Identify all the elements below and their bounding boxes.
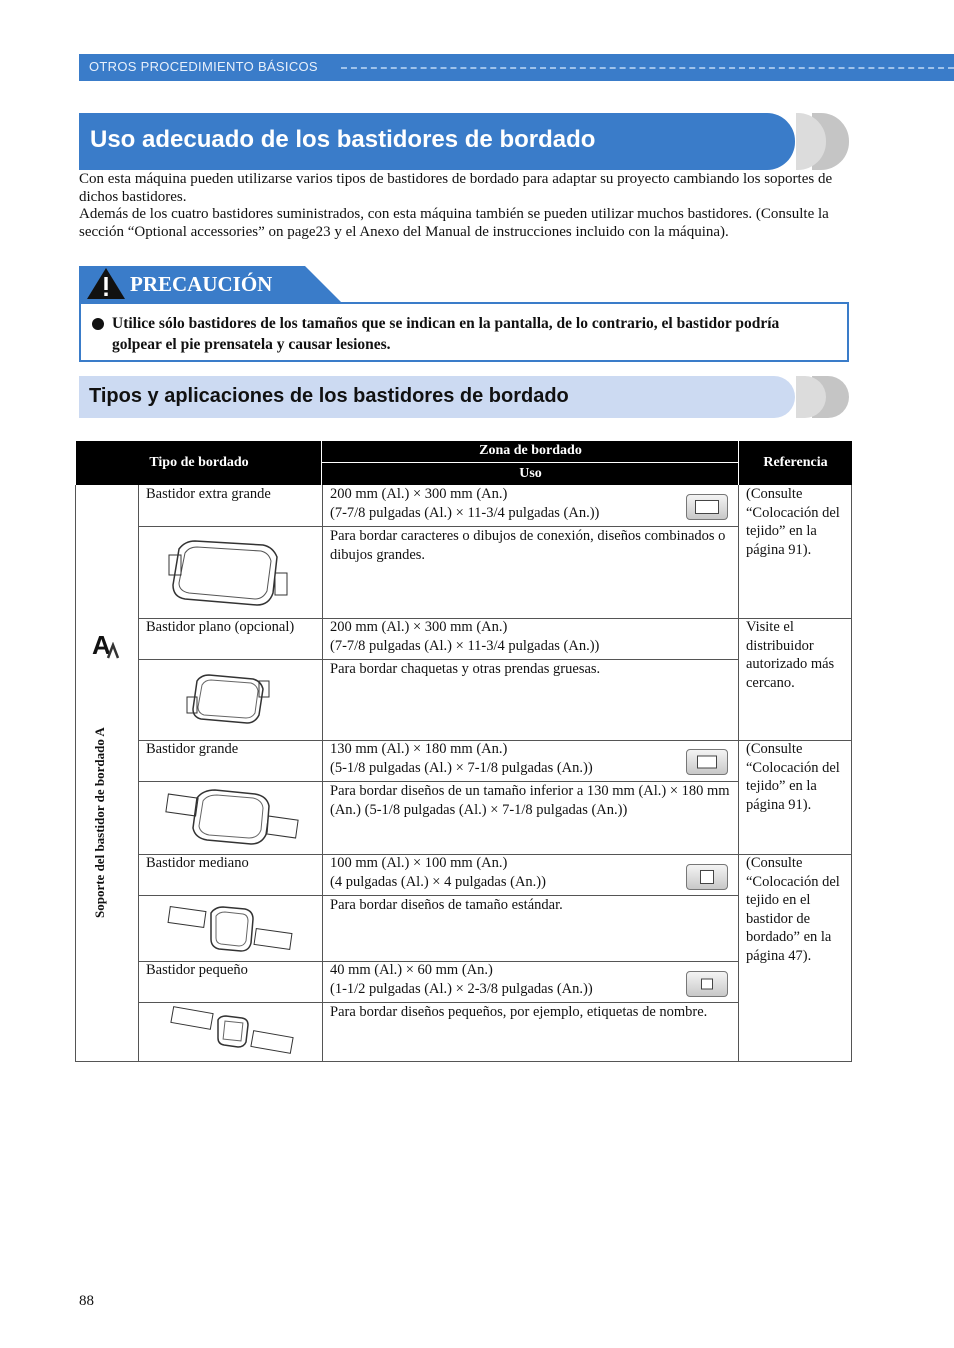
row3-size-in: (5-1/8 pulgadas (Al.) × 7-1/8 pulgadas (An.)) [330,759,593,776]
row1-size-in: (7-7/8 pulgadas (Al.) × 11-3/4 pulgadas (An.)) [330,504,600,521]
row3-size [323,740,683,777]
hoop-large-icon [686,749,728,775]
row3-size-mm: 130 mm (Al.) × 180 mm (An.) [330,741,508,757]
hoop-small-icon [686,971,728,997]
intro-paragraph-2: Además de los cuatro bastidores suministrados, con esta máquina también se pueden utilizar muchos bastidores. (Consulte la sección “Optional accessories” on page23 y el Anexo del Manual de instrucciones incluido con la máquina). [79,206,829,240]
section-header-band [79,54,954,81]
row5-size-in: (1-1/2 pulgadas (Al.) × 2-3/8 pulgadas (An.)) [330,980,593,997]
embroidery-a-icon [92,630,111,661]
row3-reference: (Consulte “Colocación del tejido” en la página 91). [746,741,840,813]
page-title: Uso adecuado de los bastidores de bordado [90,126,596,153]
row5-use: Para bordar diseños pequeños, por ejemplo, etiquetas de nombre. [330,1004,708,1020]
row5-name: Bastidor pequeño [146,962,248,978]
row1-size [323,485,683,522]
row4-size [323,854,683,891]
hoop-extra-large-image [165,533,295,613]
caution-label: PRECAUCIÓN [130,272,273,296]
row2-name: Bastidor plano (opcional) [146,619,295,635]
caution-text: Utilice sólo bastidores de los tamaños que se indican en la pantalla, de lo contrario, el bastidor podría golpear el pie prensatela y causar lesiones. [112,315,780,353]
row4-size-mm: 100 mm (Al.) × 100 mm (An.) [330,855,508,871]
header-divider [322,462,739,463]
foot-shape [106,642,120,660]
row5-size-mm: 40 mm (Al.) × 60 mm (An.) [330,962,493,978]
title-bar [79,113,795,170]
hoop-extra-large-icon [686,494,728,520]
row4-use: Para bordar diseños de tamaño estándar. [330,897,563,913]
caution-box [79,302,849,362]
row2-reference: Visite el distribuidor autorizado más cercano. [746,619,835,691]
intro-text [79,171,859,241]
section-subtitle: Tipos y aplicaciones de los bastidores de bordado [89,385,569,407]
row1-use: Para bordar caracteres o dibujos de conexión, diseños combinados o dibujos grandes. [330,528,726,563]
page-number: 88 [79,1293,94,1309]
row1-name: Bastidor extra grande [146,486,271,502]
row4-size-in: (4 pulgadas (Al.) × 4 pulgadas (An.)) [330,873,546,890]
row3-use: Para bordar diseños de un tamaño inferior a 130 mm (Al.) × 180 mm (An.) (5-1/8 pulgadas (Al.) × 7-1/8 pulgadas (An.)) [330,783,730,818]
row2-size-mm: 200 mm (Al.) × 300 mm (An.) [330,619,508,635]
header-divider-v2 [738,441,739,485]
row5-size [323,961,683,998]
bullet-icon [92,318,104,330]
header-use: Uso [322,463,739,485]
row4-reference: (Consulte “Colocación del tejido en el bastidor de bordado” en la página 47). [746,855,840,964]
table-border-bottom [75,1061,852,1062]
row2-use: Para bordar chaquetas y otras prendas gruesas. [330,661,601,677]
row1-size-mm: 200 mm (Al.) × 300 mm (An.) [330,486,508,502]
hoop-large-image [163,786,299,850]
side-label: Soporte del bastidor de bordado A [92,727,107,918]
table-border-left [75,485,76,1062]
side-letter: A [92,630,111,660]
header-divider-v1 [321,441,322,485]
row3-name: Bastidor grande [146,741,239,757]
subtitle-bar [79,376,795,418]
hoop-medium-image [165,903,295,957]
hoop-medium-icon [686,864,728,890]
header-reference: Referencia [739,441,852,485]
row4-name: Bastidor mediano [146,855,249,871]
hoop-small-image [168,1006,296,1058]
row2-size [323,618,738,655]
row1-reference: (Consulte “Colocación del tejido” en la página 91). [746,486,840,558]
section-label: OTROS PROCEDIMIENTO BÁSICOS [89,59,318,74]
header-dashed-rule [341,67,954,69]
header-type: Tipo de bordado [76,441,322,485]
intro-paragraph-1: Con esta máquina pueden utilizarse varios tipos de bastidores de bordado para adaptar su proyecto cambiando los soportes de dichos bastidores. [79,171,833,205]
header-zone: Zona de bordado [322,441,739,462]
table-border-right [851,485,852,1062]
hoop-flat-image [183,667,273,731]
row2-size-in: (7-7/8 pulgadas (Al.) × 11-3/4 pulgadas (An.)) [330,637,600,654]
